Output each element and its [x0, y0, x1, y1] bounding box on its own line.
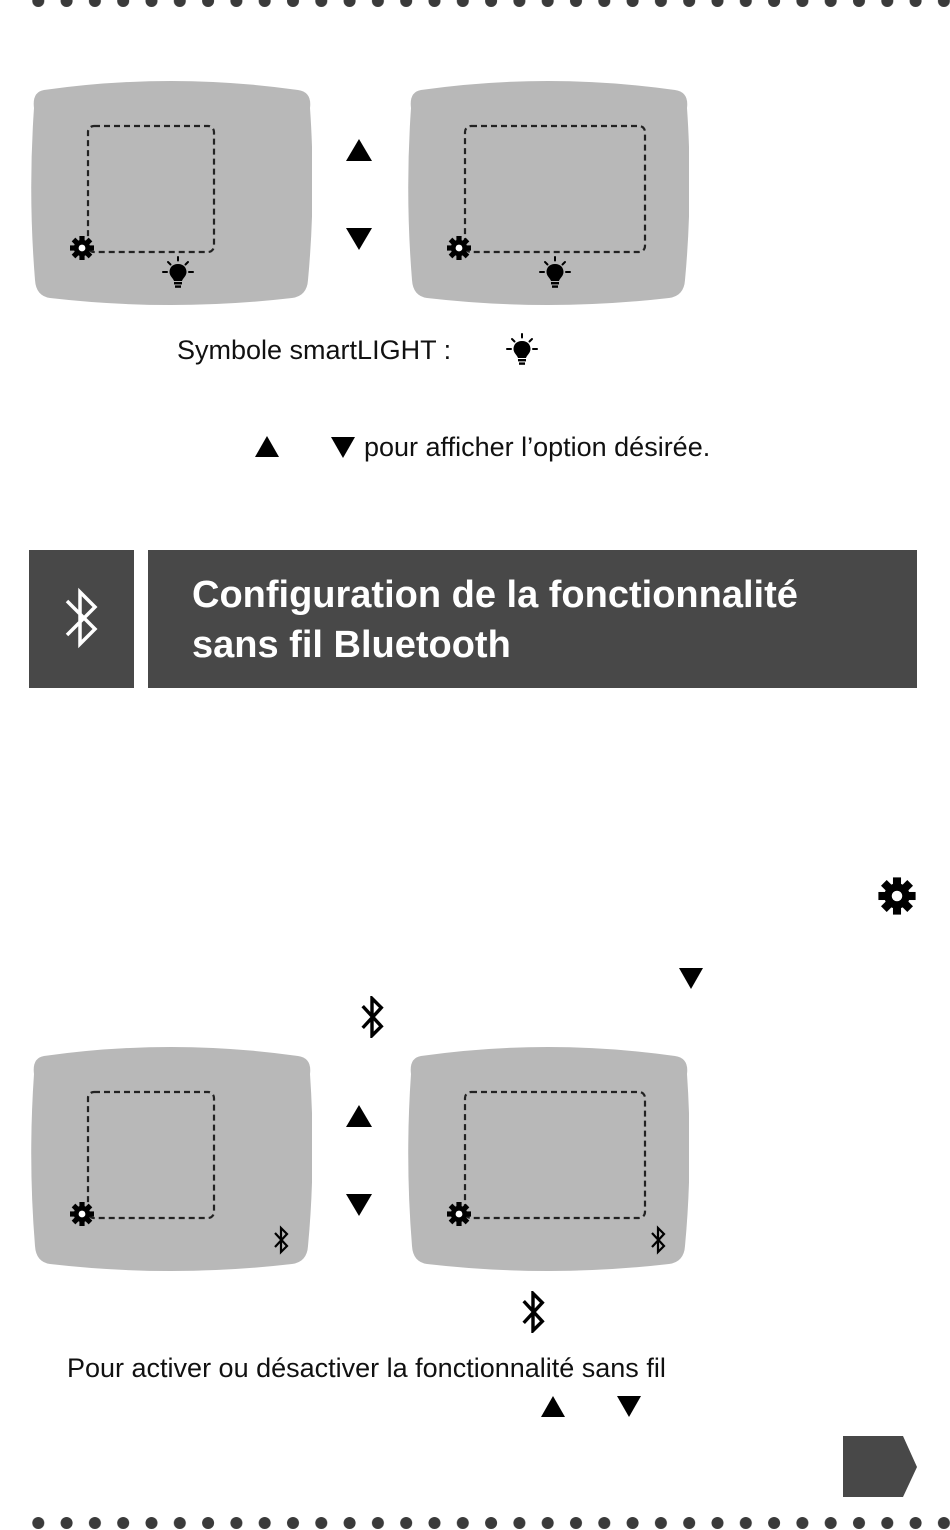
bluetooth-icon	[356, 996, 388, 1038]
bluetooth-icon	[517, 1291, 549, 1333]
top-dotted-border	[0, 0, 950, 8]
bluetooth-toggle-text: Pour activer ou désactiver la fonctionnalité sans fil	[67, 1353, 666, 1383]
smartlight-bulb-icon	[500, 330, 544, 372]
triangle-up-icon	[541, 1396, 565, 1417]
section-header	[148, 550, 917, 688]
triangle-down-icon	[346, 1194, 372, 1216]
section-title-line-1: Configuration de la fonctionnalité	[192, 574, 798, 616]
gear-icon	[447, 236, 471, 260]
triangle-down-icon	[617, 1396, 641, 1417]
section-icon-box	[29, 550, 134, 688]
section-title-line-2: sans fil Bluetooth	[192, 624, 511, 666]
gear-icon	[874, 873, 920, 919]
triangle-down-icon	[346, 228, 372, 250]
gear-icon	[70, 236, 94, 260]
section-title	[192, 570, 912, 670]
display-screen-standard	[30, 80, 312, 308]
display-screen-wide	[407, 80, 689, 308]
gear-icon	[70, 1202, 94, 1226]
triangle-down-icon	[331, 437, 355, 458]
bluetooth-icon	[29, 550, 134, 688]
display-screen-standard-bt	[30, 1046, 312, 1274]
triangle-up-icon	[346, 1105, 372, 1127]
smartlight-symbol-label: Symbole smartLIGHT :	[177, 335, 452, 365]
option-hint-text: pour afficher l’option désirée.	[364, 432, 711, 462]
next-page-arrow-icon[interactable]	[843, 1436, 919, 1498]
bottom-dotted-border	[0, 1516, 950, 1530]
triangle-up-icon	[255, 436, 279, 457]
triangle-down-icon	[679, 968, 703, 989]
triangle-up-icon	[346, 139, 372, 161]
display-screen-wide-bt	[407, 1046, 689, 1274]
gear-icon	[447, 1202, 471, 1226]
